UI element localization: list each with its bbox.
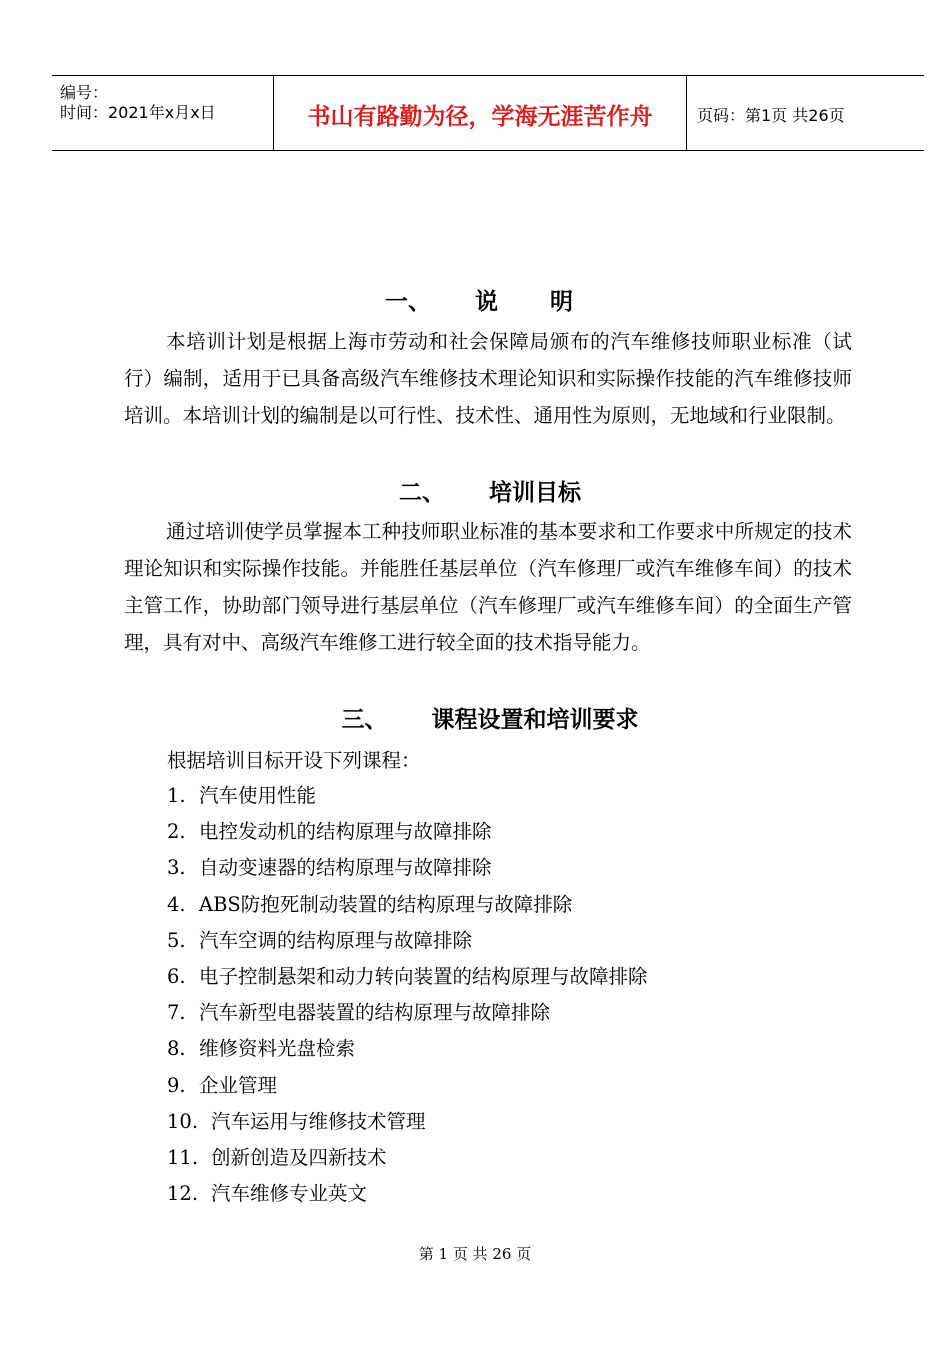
- doc-number-label: 编号：: [60, 83, 109, 102]
- course-intro: 根据培训目标开设下列课程：: [167, 749, 421, 772]
- header-page-cell: [687, 76, 924, 150]
- course-list: [167, 778, 648, 1212]
- page-footer: 第 1 页 共 26 页: [418, 1245, 532, 1263]
- section-1-heading: [100, 283, 880, 316]
- course-item: 11. 创新创造及四新技术: [167, 1145, 387, 1169]
- doc-time-label: 时间：2021年x月x日: [60, 103, 216, 122]
- section-2-heading: [100, 474, 880, 507]
- header-meta-cell: [52, 76, 274, 150]
- page-header: [52, 75, 924, 151]
- course-item: 7. 汽车新型电器装置的结构原理与故障排除: [167, 1001, 551, 1025]
- header-motto: 书山有路勤为径，学海无涯苦作舟: [307, 104, 653, 130]
- course-item: 5. 汽车空调的结构原理与故障排除: [167, 928, 473, 952]
- course-item: 10. 汽车运用与维修技术管理: [167, 1109, 426, 1133]
- course-item: 12. 汽车维修专业英文: [167, 1182, 368, 1206]
- course-item: 9. 企业管理: [167, 1073, 278, 1097]
- section-3-number: 三、: [341, 707, 388, 733]
- course-item: 2. 电控发动机的结构原理与故障排除: [167, 820, 492, 844]
- course-item: 8. 维修资料光盘检索: [167, 1037, 356, 1061]
- course-item: 6. 电子控制悬架和动力转向装置的结构原理与故障排除: [167, 964, 648, 988]
- course-item: 1. 汽车使用性能: [167, 784, 317, 807]
- section-1-body: 本培训计划是根据上海市劳动和社会保障局颁布的汽车维修技师职业标准（试行）编制，适用于已具备高级汽车维修技术理论知识和实际操作技能的汽车维修技师培训。本培训计划的编制是以可行性、技术性、通用性为原则，无地域和行业限制。: [124, 330, 852, 427]
- section-1-number: 一、: [384, 289, 431, 315]
- header-motto-cell: [274, 76, 687, 150]
- section-1-title: 说 明: [474, 289, 595, 315]
- section-2-body: 通过培训使学员掌握本工种技师职业标准的基本要求和工作要求中所规定的技术理论知识和实际操作技能。并能胜任基层单位（汽车修理厂或汽车维修车间）的技术主管工作，协助部门领导进行基层单位（汽车修理厂或汽车维修车间）的全面生产管理，具有对中、高级汽车维修工进行较全面的技术指导能力。: [124, 520, 852, 654]
- section-2-number: 二、: [399, 480, 445, 506]
- course-item: 4. ABS防抱死制动装置的结构原理与故障排除: [167, 892, 573, 916]
- course-item: 3. 自动变速器的结构原理与故障排除: [167, 856, 492, 880]
- header-page-info: 页码：第1页 共26页: [697, 106, 845, 125]
- section-2-title: 培训目标: [489, 480, 581, 506]
- section-3-title: 课程设置和培训要求: [431, 707, 639, 733]
- section-3-heading: [100, 701, 880, 734]
